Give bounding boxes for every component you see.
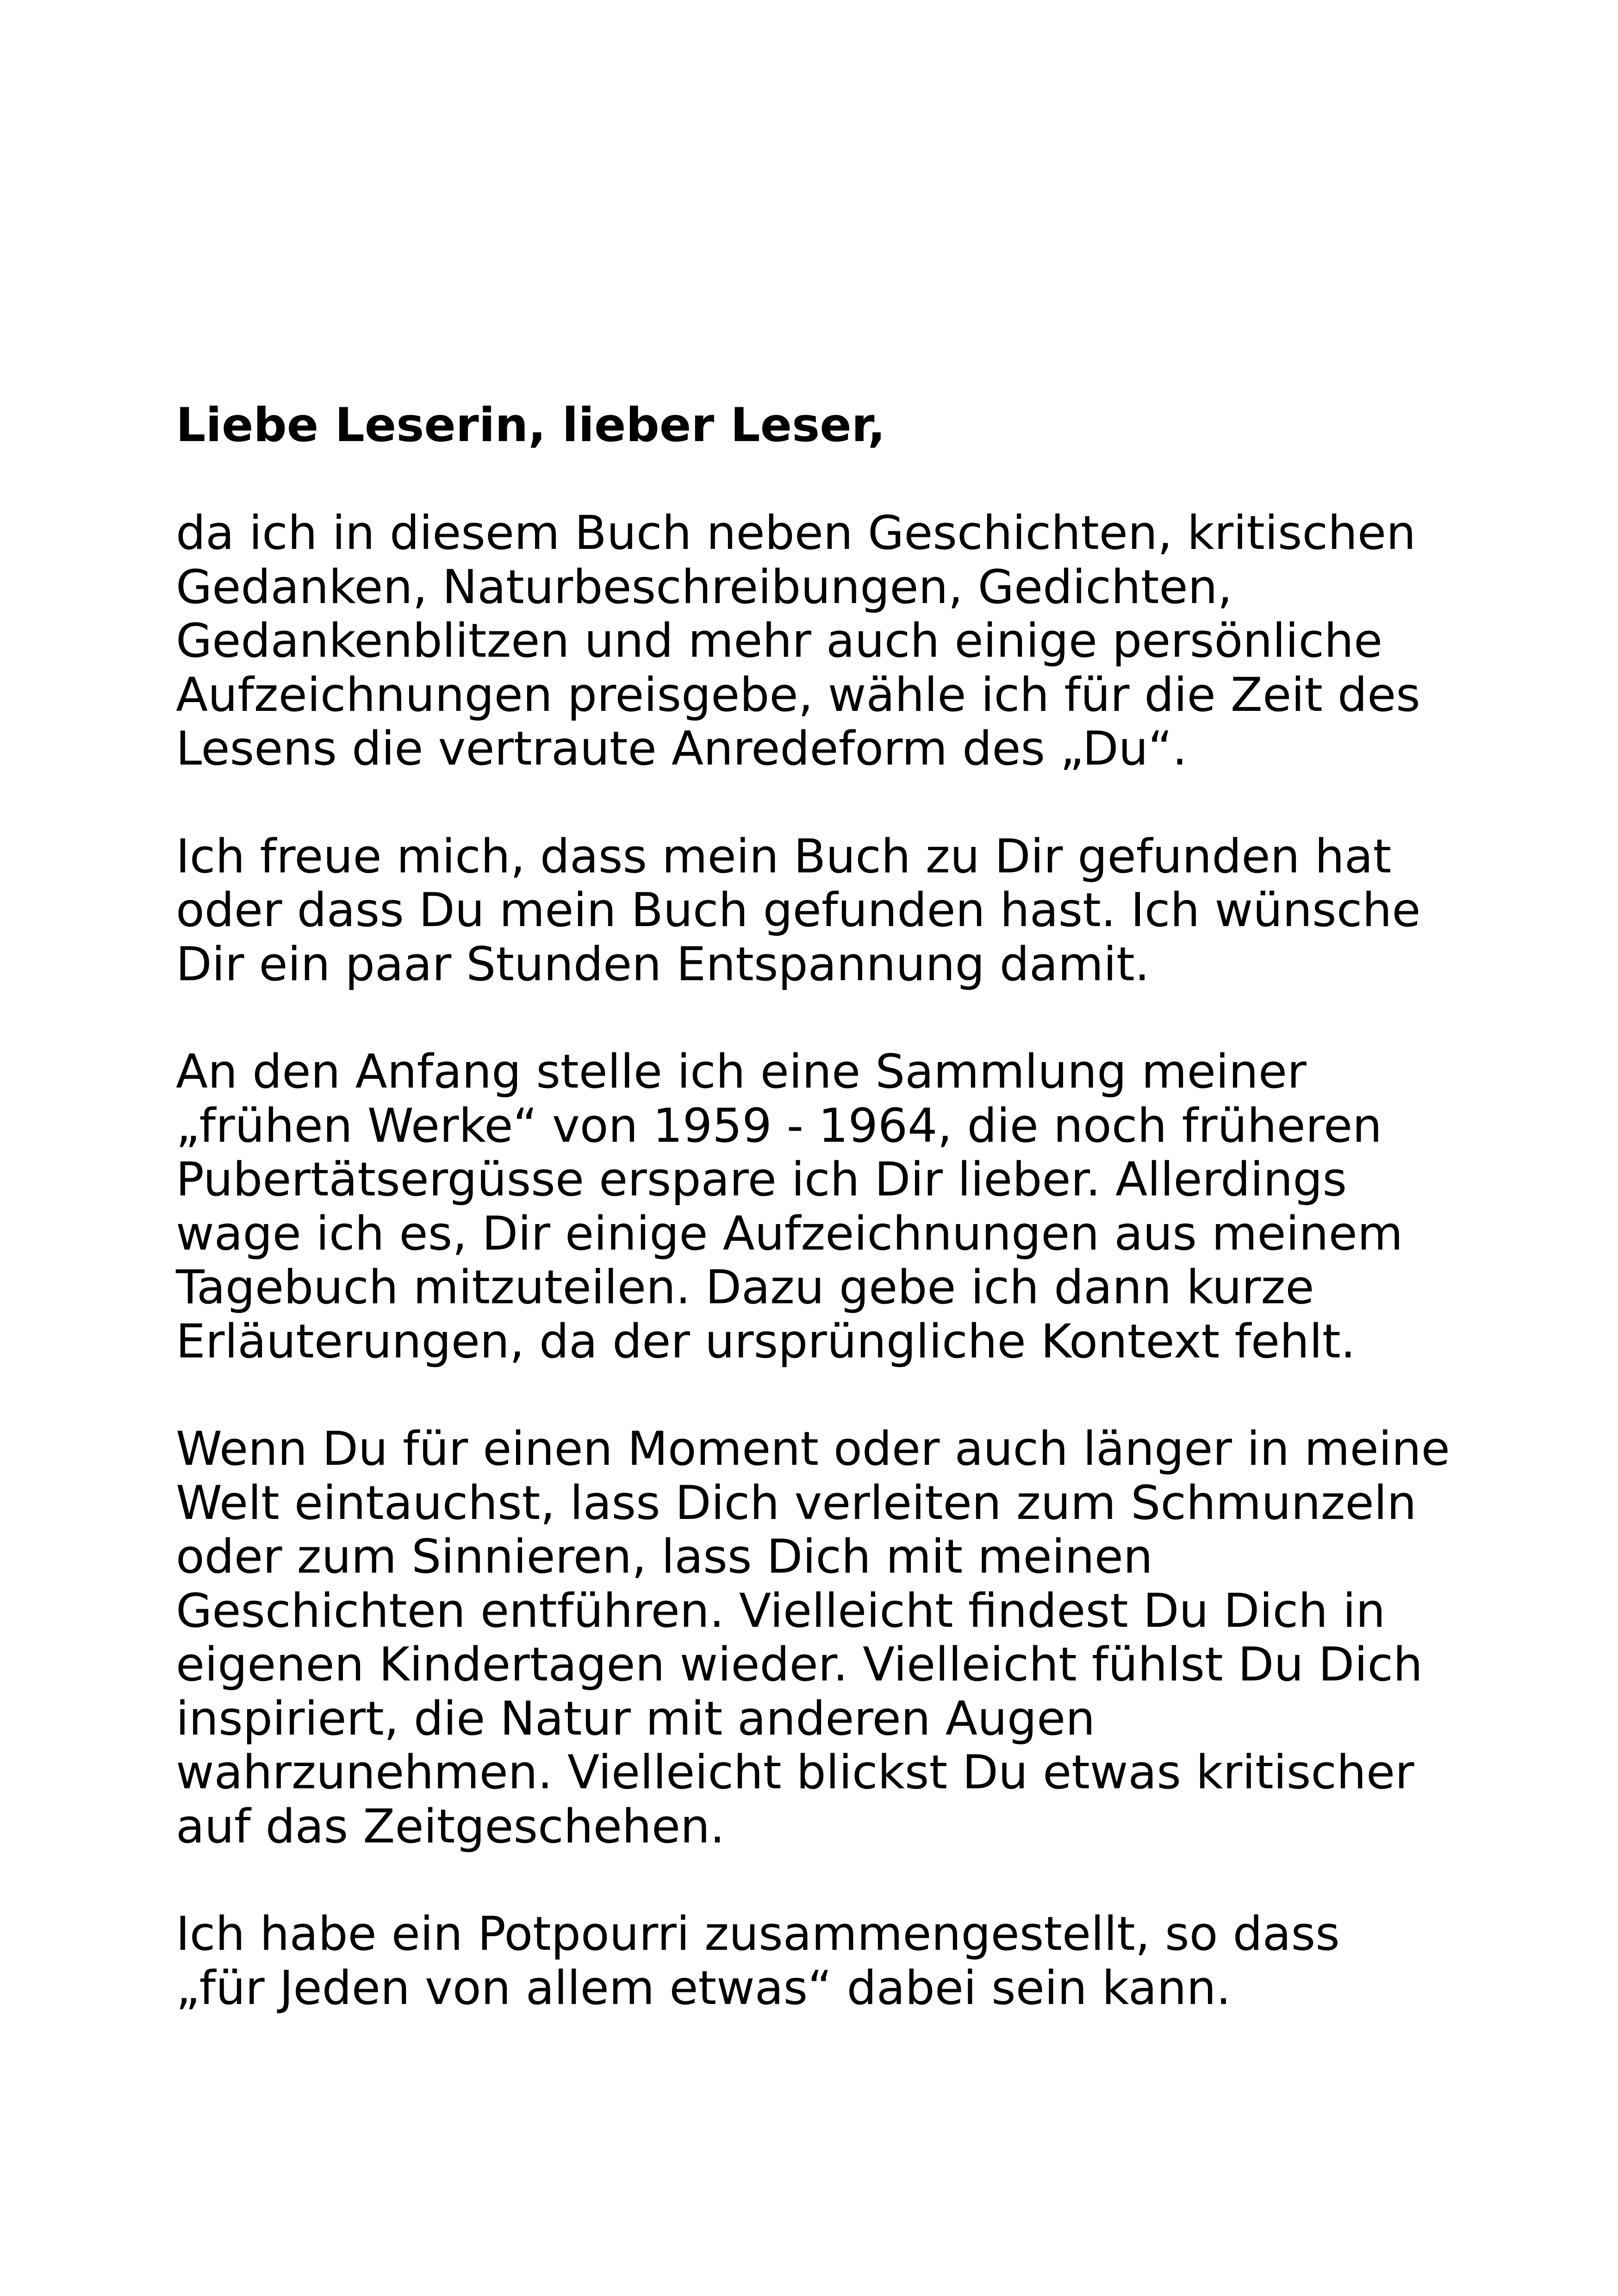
- paragraph-4: [176, 1422, 1495, 1853]
- text-line: „für Jeden von allem etwas“ dabei sein kann.: [176, 1960, 1231, 2015]
- text-line: oder zum Sinnieren, lass Dich mit meinen: [176, 1529, 1153, 1584]
- text-line: Gedanken, Naturbeschreibungen, Gedichten,: [176, 559, 1232, 614]
- text-line: auf das Zeitgeschehen.: [176, 1798, 725, 1854]
- text-line: wage ich es, Dir einige Aufzeichnungen aus meinem: [176, 1206, 1403, 1261]
- text-line: Welt eintauchst, lass Dich verleiten zum Schmunzeln: [176, 1475, 1417, 1530]
- text-line: Tagebuch mitzuteilen. Dazu gebe ich dann kurze: [176, 1260, 1314, 1314]
- page-content: [176, 398, 1495, 2068]
- text-line: Gedankenblitzen und mehr auch einige persönliche: [176, 613, 1383, 668]
- text-line: Lesens die vertraute Anredeform des „Du“.: [176, 721, 1188, 776]
- text-line: inspiriert, die Natur mit anderen Augen: [176, 1691, 1095, 1746]
- text-line: Pubertätsergüsse erspare ich Dir lieber. Allerdings: [176, 1152, 1347, 1207]
- text-line: oder dass Du mein Buch gefunden hast. Ich wünsche: [176, 883, 1421, 937]
- text-line: da ich in diesem Buch neben Geschichten, kritischen: [176, 505, 1416, 560]
- text-line: An den Anfang stelle ich eine Sammlung meiner: [176, 1044, 1307, 1099]
- text-line: Dir ein paar Stunden Entspannung damit.: [176, 936, 1150, 991]
- text-line: eigenen Kindertagen wieder. Vielleicht fühlst Du Dich: [176, 1637, 1423, 1692]
- text-line: Aufzeichnungen preisgebe, wähle ich für die Zeit des: [176, 667, 1420, 722]
- paragraph-2: [176, 829, 1495, 991]
- text-line: Wenn Du für einen Moment oder auch länger in meine: [176, 1421, 1450, 1476]
- paragraph-1: [176, 506, 1495, 776]
- text-line: „frühen Werke“ von 1959 - 1964, die noch früheren: [176, 1098, 1382, 1153]
- text-line: Erläuterungen, da der ursprüngliche Kontext fehlt.: [176, 1313, 1356, 1369]
- paragraph-3: [176, 1045, 1495, 1368]
- greeting-heading: Liebe Leserin, lieber Leser,: [176, 398, 886, 452]
- text-line: Geschichten entführen. Vielleicht findest Du Dich in: [176, 1583, 1386, 1638]
- text-line: wahrzunehmen. Vielleicht blickst Du etwas kritischer: [176, 1745, 1414, 1799]
- paragraph-5: [176, 1907, 1495, 2015]
- text-line: Ich freue mich, dass mein Buch zu Dir gefunden hat: [176, 828, 1392, 884]
- text-line: Ich habe ein Potpourri zusammengestellt, so dass: [176, 1906, 1340, 1961]
